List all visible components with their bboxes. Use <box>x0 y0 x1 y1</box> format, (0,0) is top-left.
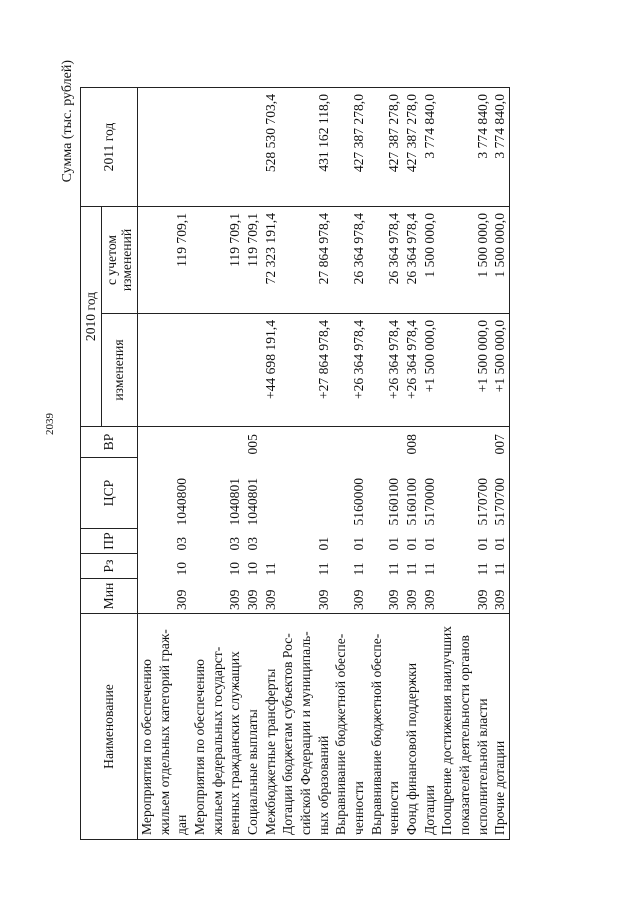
row-csr <box>279 458 332 529</box>
row-with-changes: 72 323 191,4 <box>262 207 280 314</box>
row-min: 309 <box>191 579 244 614</box>
row-with-changes: 26 364 978,4 <box>403 207 421 314</box>
row-2011: 427 387 278,0 <box>403 88 421 207</box>
header-name: Наименование <box>81 614 138 840</box>
row-min: 309 <box>421 579 439 614</box>
row-rz: 10 <box>244 561 260 576</box>
row-with-changes: 1 500 000,0 <box>421 207 439 314</box>
row-min: 309 <box>137 579 191 614</box>
units-note: Сумма (тыс. рублей) <box>60 60 75 183</box>
row-csr: 1040800 <box>174 477 190 526</box>
row-with-changes: 27 864 978,4 <box>279 207 332 314</box>
row-changes: +27 864 978,4 <box>279 314 332 427</box>
row-with-changes: 119 709,1 <box>191 207 244 314</box>
row-2011: 427 387 278,0 <box>368 88 403 207</box>
row-csr: 5170700 <box>474 477 490 526</box>
header-changes: изменения <box>101 314 137 427</box>
row-changes: +26 364 978,4 <box>403 314 421 427</box>
row-with-changes: 119 709,1 <box>137 207 191 314</box>
table-row <box>403 88 421 840</box>
row-vr: 008 <box>403 427 421 458</box>
header-with-changes: с учетом изменений <box>101 207 137 314</box>
row-changes: +26 364 978,4 <box>332 314 367 427</box>
row-csr: 5160000 <box>350 477 366 526</box>
row-vr: 007 <box>491 427 509 458</box>
row-name: Мероприятия по обеспечению жильем отдельных категорий граж-дан <box>137 614 191 840</box>
table-row <box>191 88 244 840</box>
row-with-changes: 26 364 978,4 <box>332 207 367 314</box>
row-csr: 5160100 <box>403 477 419 526</box>
row-2011 <box>244 88 262 207</box>
row-name: Дотации <box>421 614 439 840</box>
header-min: Мин <box>81 579 138 614</box>
row-changes: +44 698 191,4 <box>262 314 280 427</box>
row-name: Выравнивание бюджетной обеспе-ченности <box>332 614 367 840</box>
header-2010: 2010 год <box>81 207 102 427</box>
row-pr: 01 <box>315 536 331 551</box>
row-vr <box>262 427 280 458</box>
row-name: Дотации бюджетам субъектов Рос-сийской Федерации и муниципаль-ных образований <box>279 614 332 840</box>
row-with-changes: 1 500 000,0 <box>491 207 509 314</box>
row-vr <box>332 427 367 458</box>
row-2011: 3 774 840,0 <box>421 88 439 207</box>
row-vr <box>279 427 332 458</box>
header-vr: ВР <box>81 427 138 458</box>
table-header <box>81 88 138 840</box>
row-with-changes: 1 500 000,0 <box>438 207 491 314</box>
table-row <box>332 88 367 840</box>
row-pr: 01 <box>491 529 509 554</box>
row-changes: +1 500 000,0 <box>438 314 491 427</box>
row-rz: 11 <box>262 562 278 576</box>
header-2011: 2011 год <box>81 88 138 207</box>
row-changes <box>244 314 262 427</box>
row-min: 309 <box>262 579 280 614</box>
table-body <box>137 88 509 840</box>
row-with-changes: 26 364 978,4 <box>368 207 403 314</box>
row-name: Выравнивание бюджетной обеспе-ченности <box>368 614 403 840</box>
row-csr: 1040801 <box>227 477 243 526</box>
row-2011 <box>191 88 244 207</box>
row-pr: 01 <box>474 536 490 551</box>
header-pr: ПР <box>81 529 138 554</box>
row-changes <box>137 314 191 427</box>
row-rz: 11 <box>386 562 402 576</box>
table-row <box>438 88 491 840</box>
row-pr: 03 <box>174 536 190 551</box>
row-rz: 11 <box>350 562 366 576</box>
table-row <box>491 88 509 840</box>
row-2011: 427 387 278,0 <box>332 88 367 207</box>
row-rz: 11 <box>491 554 509 579</box>
row-min: 309 <box>279 579 332 614</box>
row-name: Межбюджетные трансферты <box>262 614 280 840</box>
row-name: Фонд финансовой поддержки <box>403 614 421 840</box>
table-row <box>137 88 191 840</box>
row-min: 309 <box>438 579 491 614</box>
row-min: 309 <box>332 579 367 614</box>
row-2011: 3 774 840,0 <box>438 88 491 207</box>
row-csr <box>262 458 280 529</box>
row-name: Прочие дотации <box>491 614 509 840</box>
table-row <box>368 88 403 840</box>
row-changes: +1 500 000,0 <box>421 314 439 427</box>
row-pr: 03 <box>227 536 243 551</box>
row-pr: 01 <box>350 536 366 551</box>
row-min: 309 <box>368 579 403 614</box>
row-name: Социальные выплаты <box>244 614 262 840</box>
row-pr <box>262 529 280 554</box>
row-pr: 03 <box>244 536 260 551</box>
row-min: 309 <box>403 579 421 614</box>
row-rz: 11 <box>421 562 437 576</box>
row-vr <box>438 427 491 458</box>
table-row <box>262 88 280 840</box>
row-pr: 01 <box>421 536 437 551</box>
header-rz: Рз <box>81 554 138 579</box>
row-rz: 11 <box>403 562 419 576</box>
row-vr <box>368 427 403 458</box>
row-rz: 10 <box>227 561 243 576</box>
row-2011: 528 530 703,4 <box>262 88 280 207</box>
row-csr: 1040801 <box>244 477 260 526</box>
row-csr: 5170700 <box>491 458 509 529</box>
row-min: 309 <box>491 579 509 614</box>
row-with-changes: 119 709,1 <box>244 207 262 314</box>
header-csr: ЦСР <box>81 458 138 529</box>
row-rz: 11 <box>474 562 490 576</box>
row-vr <box>137 427 191 458</box>
table-row <box>279 88 332 840</box>
row-changes: +1 500 000,0 <box>491 314 509 427</box>
table-row <box>244 88 262 840</box>
row-vr: 005 <box>244 427 262 458</box>
row-2011: 3 774 840,0 <box>491 88 509 207</box>
row-name: Поощрение достижения наилучших показателей деятельности органов исполнительной власти <box>438 614 491 840</box>
row-changes <box>191 314 244 427</box>
row-csr: 5170000 <box>421 477 437 526</box>
rotated-page-content <box>60 60 580 840</box>
budget-table <box>80 87 510 840</box>
row-pr: 01 <box>403 536 419 551</box>
row-pr: 01 <box>386 536 402 551</box>
row-changes: +26 364 978,4 <box>368 314 403 427</box>
row-2011: 431 162 118,0 <box>279 88 332 207</box>
row-vr <box>421 427 439 458</box>
row-min: 309 <box>244 579 262 614</box>
row-rz: 10 <box>174 561 190 576</box>
row-rz: 11 <box>315 562 331 576</box>
row-2011 <box>137 88 191 207</box>
row-vr <box>191 427 244 458</box>
row-csr: 5160100 <box>386 477 402 526</box>
row-name: Мероприятия по обеспечению жильем федеральных государст-венных гражданских служащих <box>191 614 244 840</box>
table-row <box>421 88 439 840</box>
page-number: 2039 <box>44 413 56 435</box>
